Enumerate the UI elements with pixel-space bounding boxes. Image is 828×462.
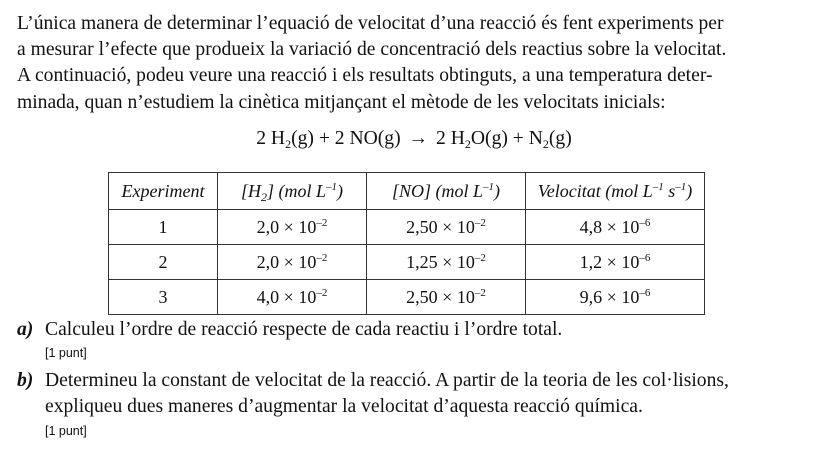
question-b-points: [1 punt] <box>45 424 87 438</box>
reaction-equation: 2 $H_2(g) + 2$ NO(g) → 2 $H_2O(g) + N_2(g)$ <box>256 128 572 151</box>
table-header-row <box>109 173 705 210</box>
cell-velocity: $1,2 \times 10^{-6}$ <box>526 245 705 280</box>
reaction-arrow-icon: → <box>408 128 429 149</box>
question-a-points: [1 punt] <box>45 346 87 360</box>
cell-no: $2,50 \times 10^{-2}$ <box>367 210 526 245</box>
cell-h2: $4,0 \times 10^{-2}$ <box>218 280 367 315</box>
question-a <box>17 317 562 343</box>
intro-line-4: minada, quan n’estudiem la cinètica mitjançant el mètode de les velocitats inicials: <box>17 91 666 113</box>
question-b-line-1: Determineu la constant de velocitat de la reacció. A partir de la teoria de les col·lisions, <box>45 370 729 391</box>
intro-line-3: A continuació, podeu veure una reacció i els resultats obtinguts, a una temperatura deter- <box>17 65 713 87</box>
cell-velocity: $9,6 \times 10^{-6}$ <box>526 280 705 315</box>
intro-line-2: a mesurar l’efecte que produeix la variació de concentració dels reactius sobre la velocitat. <box>17 39 727 61</box>
cell-h2: $2,0 \times 10^{-2}$ <box>218 210 367 245</box>
intro-line-1: L’única manera de determinar l’equació de velocitat d’una reacció és fent experiments per <box>17 13 724 34</box>
question-a-text: Calculeu l’ordre de reacció respecte de cada reactiu i l’ordre total. <box>45 319 563 340</box>
table-row <box>109 280 705 315</box>
header-velocity: Velocitat (mol $L^{-1}$ $s^{-1}$) <box>526 173 705 210</box>
table-row <box>109 245 705 280</box>
question-a-letter: a) <box>17 319 34 340</box>
question-b-line-2: expliqueu dues maneres d’augmentar la velocitat d’aquesta reacció química. <box>45 396 643 417</box>
cell-h2: $2,0 \times 10^{-2}$ <box>218 245 367 280</box>
intro-paragraph <box>17 11 817 116</box>
cell-experiment: 3 <box>109 280 218 315</box>
question-b-letter: b) <box>17 370 34 391</box>
cell-no: $1,25 \times 10^{-2}$ <box>367 245 526 280</box>
question-b <box>17 368 729 420</box>
cell-no: $2,50 \times 10^{-2}$ <box>367 280 526 315</box>
cell-experiment: 2 <box>109 245 218 280</box>
header-h2-concentration: $[H_2]$ (mol $L^{-1}$) <box>218 173 367 210</box>
cell-velocity: $4,8 \times 10^{-6}$ <box>526 210 705 245</box>
header-no-concentration: [NO] (mol $L^{-1}$) <box>367 173 526 210</box>
table-row <box>109 210 705 245</box>
header-experiment: Experiment <box>109 173 218 210</box>
cell-experiment: 1 <box>109 210 218 245</box>
results-table <box>108 172 705 315</box>
